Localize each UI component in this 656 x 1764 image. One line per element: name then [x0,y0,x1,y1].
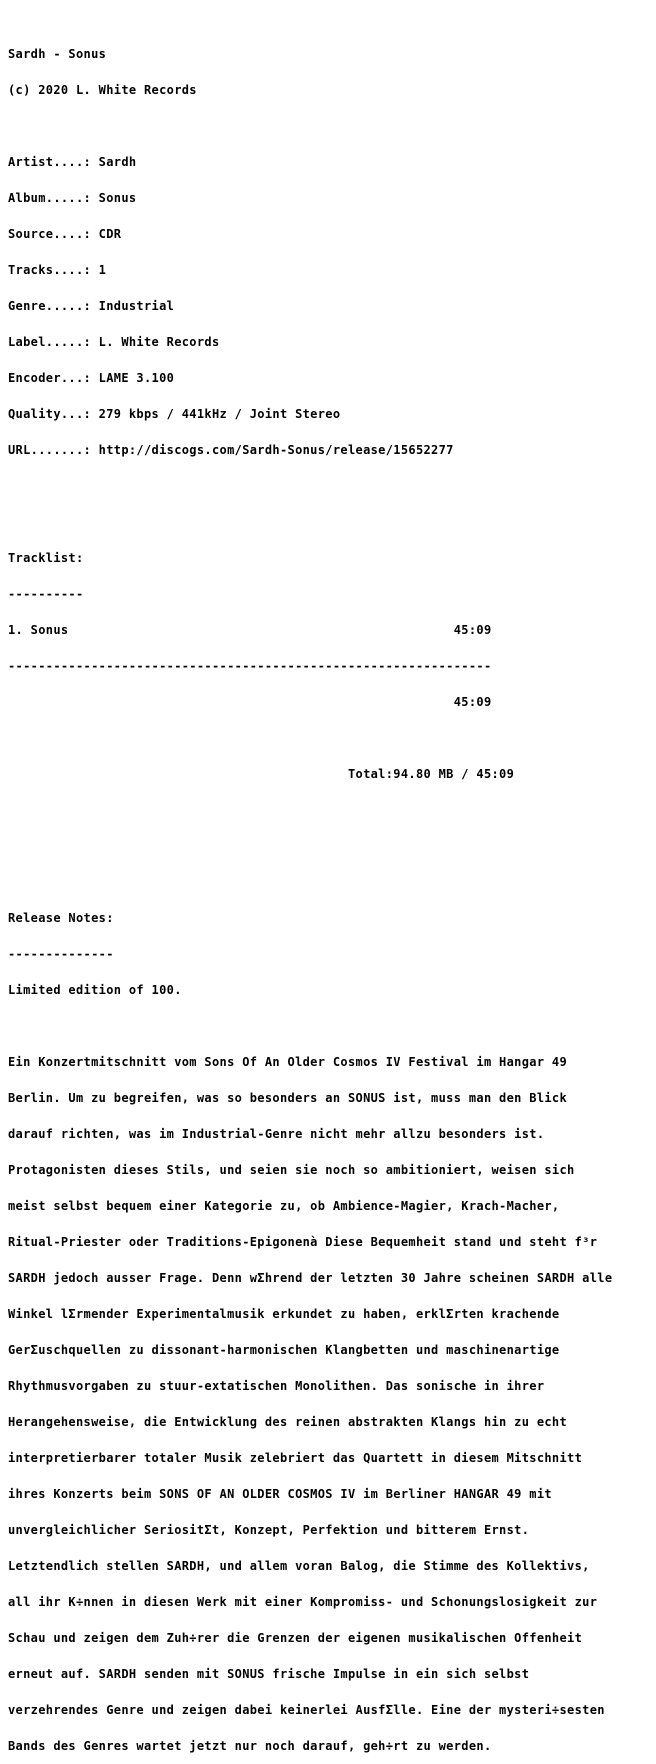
tracklist-heading: Tracklist: [8,551,84,565]
track-row: 1. Sonus 45:09 [8,623,492,637]
tracklist-divider: ---------------------------------------------------------------- [8,659,492,673]
total-size-line: Total:94.80 MB / 45:09 [8,767,515,781]
album-field: Album.....: Sonus [8,191,137,205]
quality-field: Quality...: 279 kbps / 441kHz / Joint Stereo [8,407,341,421]
tracklist-underline: ---------- [8,587,84,601]
artist-field: Artist....: Sardh [8,155,137,169]
notes-paragraph-line: Letztendlich stellen SARDH, und allem voran Balog, die Stimme des Kollektivs, [8,1559,590,1573]
notes-paragraph-line: Protagonisten dieses Stils, und seien sie noch so ambitioniert, weisen sich [8,1163,575,1177]
notes-paragraph-line: interpretierbarer totaler Musik zelebriert das Quartett in diesem Mitschnitt [8,1451,583,1465]
release-notes-heading: Release Notes: [8,911,114,925]
notes-paragraph-line: unvergleichlicher SeriositΣt, Konzept, Perfektion und bitterem Ernst. [8,1523,530,1537]
notes-paragraph-line: Herangehensweise, die Entwicklung des reinen abstrakten Klangs hin zu echt [8,1415,568,1429]
blank-line [8,480,612,492]
notes-paragraph-line: Schau und zeigen dem Zuh÷rer die Grenzen der eigenen musikalischen Offenheit [8,1631,583,1645]
release-notes-underline: -------------- [8,947,114,961]
notes-paragraph-line: darauf richten, was im Industrial-Genre nicht mehr allzu besonders ist. [8,1127,545,1141]
blank-line [8,876,612,888]
notes-paragraph-line: Rhythmusvorgaben zu stuur-extatischen Monolithen. Das sonische in ihrer [8,1379,545,1393]
encoder-field: Encoder...: LAME 3.100 [8,371,175,385]
label-field: Label.....: L. White Records [8,335,220,349]
blank-line [8,1020,612,1032]
notes-paragraph-line: Winkel lΣrmender Experimentalmusik erkundet zu haben, erklΣrten krachende [8,1307,560,1321]
tracks-field: Tracks....: 1 [8,263,107,277]
genre-field: Genre.....: Industrial [8,299,175,313]
notes-paragraph-line: Ritual-Priester oder Traditions-Epigonenà Diese Bequemheit stand und steht f³r [8,1235,598,1249]
notes-paragraph-line: ihres Konzerts beim SONS OF AN OLDER COSMOS IV im Berliner HANGAR 49 mit [8,1487,552,1501]
notes-paragraph-line: all ihr K÷nnen in diesen Werk mit einer Kompromiss- und Schonungslosigkeit zur [8,1595,598,1609]
blank-line [8,120,612,132]
blank-line [8,516,612,528]
notes-paragraph-line: erneut auf. SARDH senden mit SONUS frische Impulse in ein sich selbst [8,1667,530,1681]
nfo-text-block [8,24,612,1764]
release-title-line: Sardh - Sonus [8,47,107,61]
notes-paragraph-line: Berlin. Um zu begreifen, was so besonders an SONUS ist, muss man den Blick [8,1091,568,1105]
notes-paragraph-line: verzehrendes Genre und zeigen dabei keinerlei AusfΣlle. Eine der mysteri÷sesten [8,1703,605,1717]
copyright-line: (c) 2020 L. White Records [8,83,197,97]
notes-paragraph-line: SARDH jedoch ausser Frage. Denn wΣhrend der letzten 30 Jahre scheinen SARDH alle [8,1271,613,1285]
blank-line [8,840,612,852]
edition-note: Limited edition of 100. [8,983,182,997]
notes-paragraph-line: Ein Konzertmitschnitt vom Sons Of An Older Cosmos IV Festival im Hangar 49 [8,1055,568,1069]
blank-line [8,732,612,744]
notes-paragraph-line: Bands des Genres wartet jetzt nur noch darauf, geh÷rt zu werden. [8,1739,492,1753]
source-field: Source....: CDR [8,227,122,241]
blank-line [8,804,612,816]
url-field: URL.......: http://discogs.com/Sardh-Sonus/release/15652277 [8,443,454,457]
tracklist-total-time: 45:09 [8,695,492,709]
notes-paragraph-line: meist selbst bequem einer Kategorie zu, ob Ambience-Magier, Krach-Macher, [8,1199,560,1213]
notes-paragraph-line: GerΣuschquellen zu dissonant-harmonischen Klangbetten und maschinenartige [8,1343,560,1357]
